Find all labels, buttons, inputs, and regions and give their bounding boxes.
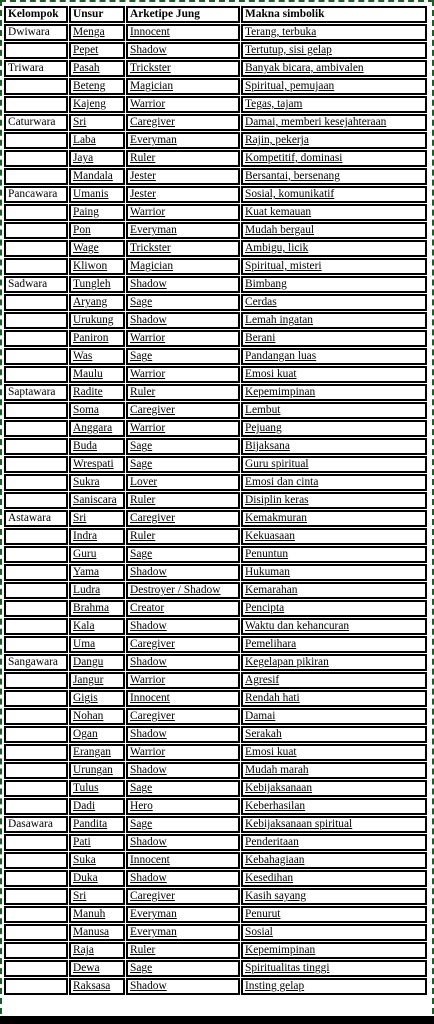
cell-arketipe: Everyman xyxy=(126,132,240,149)
cell-unsur: Raja xyxy=(69,942,125,959)
cell-kelompok xyxy=(4,726,68,743)
cell-kelompok xyxy=(4,132,68,149)
cell-makna: Emosi kuat xyxy=(241,366,427,383)
cell-arketipe: Sage xyxy=(126,546,240,563)
cell-kelompok: Sadwara xyxy=(4,276,68,293)
cell-unsur: Paniron xyxy=(69,330,125,347)
cell-unsur: Pasah xyxy=(69,60,125,77)
header-kelompok: Kelompok xyxy=(4,6,68,23)
cell-kelompok xyxy=(4,42,68,59)
cell-makna: Bimbang xyxy=(241,276,427,293)
cell-makna: Kepemimpinan xyxy=(241,384,427,401)
table-row xyxy=(4,672,427,689)
cell-kelompok xyxy=(4,420,68,437)
cell-unsur: Tulus xyxy=(69,780,125,797)
cell-unsur: Sukra xyxy=(69,474,125,491)
cell-arketipe: Jester xyxy=(126,168,240,185)
table-row xyxy=(4,636,427,653)
cell-arketipe: Warrior xyxy=(126,672,240,689)
table-row xyxy=(4,834,427,851)
cell-kelompok xyxy=(4,366,68,383)
table-row xyxy=(4,402,427,419)
table-row xyxy=(4,420,427,437)
cell-makna: Banyak bicara, ambivalen xyxy=(241,60,427,77)
cell-kelompok xyxy=(4,150,68,167)
cell-makna: Rajin, pekerja xyxy=(241,132,427,149)
cell-kelompok xyxy=(4,564,68,581)
cell-makna: Berani xyxy=(241,330,427,347)
table-row xyxy=(4,870,427,887)
table-row xyxy=(4,942,427,959)
table-row xyxy=(4,780,427,797)
table-row xyxy=(4,366,427,383)
cell-makna: Kepemimpinan xyxy=(241,942,427,959)
bottom-edge-bar xyxy=(0,1016,434,1024)
table-row xyxy=(4,186,427,203)
cell-unsur: Pepet xyxy=(69,42,125,59)
cell-unsur: Indra xyxy=(69,528,125,545)
cell-makna: Emosi kuat xyxy=(241,744,427,761)
cell-makna: Serakah xyxy=(241,726,427,743)
cell-makna: Tertutup, sisi gelap xyxy=(241,42,427,59)
cell-unsur: Yama xyxy=(69,564,125,581)
cell-kelompok xyxy=(4,456,68,473)
cell-unsur: Wage xyxy=(69,240,125,257)
cell-kelompok xyxy=(4,960,68,977)
cell-arketipe: Shadow xyxy=(126,618,240,635)
cell-makna: Pandangan luas xyxy=(241,348,427,365)
table-row xyxy=(4,330,427,347)
table-row xyxy=(4,150,427,167)
cell-makna: Waktu dan kehancuran xyxy=(241,618,427,635)
table-row xyxy=(4,114,427,131)
cell-kelompok xyxy=(4,240,68,257)
cell-kelompok: Saptawara xyxy=(4,384,68,401)
cell-kelompok: Astawara xyxy=(4,510,68,527)
header-arketipe-jung: Arketipe Jung xyxy=(126,6,240,23)
cell-arketipe: Caregiver xyxy=(126,114,240,131)
cell-arketipe: Warrior xyxy=(126,330,240,347)
cell-unsur: Laba xyxy=(69,132,125,149)
cell-unsur: Ogan xyxy=(69,726,125,743)
cell-kelompok xyxy=(4,690,68,707)
table-row xyxy=(4,132,427,149)
table-row xyxy=(4,24,427,41)
table-row xyxy=(4,546,427,563)
cell-arketipe: Ruler xyxy=(126,150,240,167)
cell-arketipe: Caregiver xyxy=(126,510,240,527)
cell-unsur: Raksasa xyxy=(69,978,125,995)
cell-unsur: Kliwon xyxy=(69,258,125,275)
cell-makna: Kegelapan pikiran xyxy=(241,654,427,671)
table-header-row xyxy=(4,6,427,23)
cell-arketipe: Warrior xyxy=(126,420,240,437)
table-row xyxy=(4,600,427,617)
cell-unsur: Sri xyxy=(69,510,125,527)
cell-kelompok xyxy=(4,546,68,563)
table-row xyxy=(4,888,427,905)
cell-kelompok xyxy=(4,672,68,689)
cell-unsur: Manusa xyxy=(69,924,125,941)
table-row xyxy=(4,852,427,869)
cell-unsur: Sri xyxy=(69,114,125,131)
cell-unsur: Nohan xyxy=(69,708,125,725)
table-row xyxy=(4,294,427,311)
cell-arketipe: Shadow xyxy=(126,834,240,851)
cell-makna: Penuntun xyxy=(241,546,427,563)
cell-makna: Kebijaksanaan xyxy=(241,780,427,797)
cell-unsur: Tungleh xyxy=(69,276,125,293)
cell-unsur: Kajeng xyxy=(69,96,125,113)
cell-unsur: Saniscara xyxy=(69,492,125,509)
cell-kelompok xyxy=(4,204,68,221)
table-row xyxy=(4,312,427,329)
cell-makna: Cerdas xyxy=(241,294,427,311)
cell-unsur: Dadi xyxy=(69,798,125,815)
table-row xyxy=(4,492,427,509)
table-row xyxy=(4,978,427,995)
cell-makna: Spiritual, misteri xyxy=(241,258,427,275)
cell-unsur: Buda xyxy=(69,438,125,455)
table-row xyxy=(4,222,427,239)
cell-unsur: Jangur xyxy=(69,672,125,689)
header-makna-simbolik: Makna simbolik xyxy=(241,6,427,23)
cell-arketipe: Shadow xyxy=(126,978,240,995)
table-row xyxy=(4,456,427,473)
cell-unsur: Brahma xyxy=(69,600,125,617)
cell-makna: Penderitaan xyxy=(241,834,427,851)
cell-makna: Pencipta xyxy=(241,600,427,617)
cell-kelompok xyxy=(4,582,68,599)
cell-arketipe: Shadow xyxy=(126,762,240,779)
cell-makna: Tegas, tajam xyxy=(241,96,427,113)
cell-makna: Agresif xyxy=(241,672,427,689)
table-row xyxy=(4,384,427,401)
cell-kelompok: Pancawara xyxy=(4,186,68,203)
cell-makna: Kebijaksanaan spiritual xyxy=(241,816,427,833)
table-row xyxy=(4,348,427,365)
table-row xyxy=(4,528,427,545)
table-row xyxy=(4,762,427,779)
cell-kelompok xyxy=(4,402,68,419)
cell-arketipe: Sage xyxy=(126,816,240,833)
cell-arketipe: Warrior xyxy=(126,366,240,383)
cell-kelompok xyxy=(4,168,68,185)
cell-arketipe: Ruler xyxy=(126,942,240,959)
cell-unsur: Erangan xyxy=(69,744,125,761)
table-row xyxy=(4,474,427,491)
cell-kelompok xyxy=(4,528,68,545)
cell-unsur: Guru xyxy=(69,546,125,563)
cell-kelompok xyxy=(4,618,68,635)
archetype-table xyxy=(3,5,428,996)
cell-makna: Emosi dan cinta xyxy=(241,474,427,491)
cell-kelompok xyxy=(4,330,68,347)
cell-arketipe: Trickster xyxy=(126,240,240,257)
cell-arketipe: Everyman xyxy=(126,906,240,923)
cell-arketipe: Ruler xyxy=(126,528,240,545)
cell-unsur: Aryang xyxy=(69,294,125,311)
cell-unsur: Anggara xyxy=(69,420,125,437)
cell-makna: Pejuang xyxy=(241,420,427,437)
cell-makna: Disiplin keras xyxy=(241,492,427,509)
cell-kelompok: Sangawara xyxy=(4,654,68,671)
cell-kelompok xyxy=(4,258,68,275)
cell-unsur: Radite xyxy=(69,384,125,401)
cell-arketipe: Sage xyxy=(126,456,240,473)
table-row xyxy=(4,654,427,671)
cell-kelompok xyxy=(4,762,68,779)
cell-arketipe: Caregiver xyxy=(126,708,240,725)
cell-makna: Mudah bergaul xyxy=(241,222,427,239)
cell-arketipe: Innocent xyxy=(126,690,240,707)
header-unsur: Unsur xyxy=(69,6,125,23)
table-row xyxy=(4,582,427,599)
cell-arketipe: Warrior xyxy=(126,204,240,221)
cell-unsur: Urungan xyxy=(69,762,125,779)
table-row xyxy=(4,906,427,923)
table-row xyxy=(4,744,427,761)
cell-unsur: Duka xyxy=(69,870,125,887)
cell-arketipe: Innocent xyxy=(126,24,240,41)
cell-makna: Insting gelap xyxy=(241,978,427,995)
cell-arketipe: Hero xyxy=(126,798,240,815)
cell-arketipe: Shadow xyxy=(126,276,240,293)
cell-makna: Sosial xyxy=(241,924,427,941)
cell-unsur: Menga xyxy=(69,24,125,41)
cell-unsur: Dangu xyxy=(69,654,125,671)
cell-makna: Spiritualitas tinggi xyxy=(241,960,427,977)
cell-makna: Ambigu, licik xyxy=(241,240,427,257)
cell-kelompok xyxy=(4,474,68,491)
cell-arketipe: Magician xyxy=(126,78,240,95)
cell-makna: Terang, terbuka xyxy=(241,24,427,41)
table-row xyxy=(4,258,427,275)
table-row xyxy=(4,78,427,95)
cell-makna: Penurut xyxy=(241,906,427,923)
cell-arketipe: Ruler xyxy=(126,384,240,401)
cell-unsur: Paing xyxy=(69,204,125,221)
table-body xyxy=(4,24,427,995)
cell-makna: Pemelihara xyxy=(241,636,427,653)
table-row xyxy=(4,96,427,113)
cell-kelompok xyxy=(4,222,68,239)
cell-makna: Kemakmuran xyxy=(241,510,427,527)
cell-kelompok xyxy=(4,906,68,923)
cell-kelompok xyxy=(4,852,68,869)
cell-makna: Kebahagiaan xyxy=(241,852,427,869)
cell-kelompok xyxy=(4,942,68,959)
cell-kelompok xyxy=(4,78,68,95)
cell-arketipe: Shadow xyxy=(126,870,240,887)
cell-arketipe: Warrior xyxy=(126,744,240,761)
cell-kelompok xyxy=(4,924,68,941)
cell-arketipe: Everyman xyxy=(126,924,240,941)
cell-arketipe: Shadow xyxy=(126,312,240,329)
cell-unsur: Maulu xyxy=(69,366,125,383)
cell-arketipe: Jester xyxy=(126,186,240,203)
cell-arketipe: Caregiver xyxy=(126,402,240,419)
table-row xyxy=(4,726,427,743)
table-row xyxy=(4,816,427,833)
cell-kelompok xyxy=(4,600,68,617)
table-row xyxy=(4,240,427,257)
cell-makna: Kesedihan xyxy=(241,870,427,887)
table-row xyxy=(4,618,427,635)
cell-kelompok xyxy=(4,348,68,365)
cell-unsur: Beteng xyxy=(69,78,125,95)
cell-arketipe: Shadow xyxy=(126,726,240,743)
cell-unsur: Suka xyxy=(69,852,125,869)
table-row xyxy=(4,924,427,941)
cell-arketipe: Shadow xyxy=(126,654,240,671)
cell-arketipe: Caregiver xyxy=(126,636,240,653)
cell-makna: Kompetitif, dominasi xyxy=(241,150,427,167)
cell-kelompok xyxy=(4,744,68,761)
cell-unsur: Manuh xyxy=(69,906,125,923)
cell-arketipe: Everyman xyxy=(126,222,240,239)
cell-kelompok: Dasawara xyxy=(4,816,68,833)
cell-makna: Lembut xyxy=(241,402,427,419)
cell-unsur: Uma xyxy=(69,636,125,653)
cell-makna: Damai, memberi kesejahteraan xyxy=(241,114,427,131)
cell-unsur: Mandala xyxy=(69,168,125,185)
cell-arketipe: Ruler xyxy=(126,492,240,509)
cell-unsur: Pandita xyxy=(69,816,125,833)
cell-unsur: Soma xyxy=(69,402,125,419)
cell-arketipe: Lover xyxy=(126,474,240,491)
cell-kelompok xyxy=(4,96,68,113)
cell-arketipe: Destroyer / Shadow xyxy=(126,582,240,599)
table-row xyxy=(4,42,427,59)
cell-kelompok xyxy=(4,870,68,887)
cell-kelompok xyxy=(4,636,68,653)
cell-unsur: Urukung xyxy=(69,312,125,329)
cell-kelompok: Caturwara xyxy=(4,114,68,131)
cell-unsur: Dewa xyxy=(69,960,125,977)
table-row xyxy=(4,204,427,221)
cell-unsur: Jaya xyxy=(69,150,125,167)
cell-arketipe: Sage xyxy=(126,780,240,797)
cell-arketipe: Sage xyxy=(126,960,240,977)
cell-arketipe: Magician xyxy=(126,258,240,275)
cell-unsur: Sri xyxy=(69,888,125,905)
table-row xyxy=(4,60,427,77)
cell-makna: Bersantai, bersenang xyxy=(241,168,427,185)
cell-arketipe: Trickster xyxy=(126,60,240,77)
cell-unsur: Wrespati xyxy=(69,456,125,473)
cell-unsur: Umanis xyxy=(69,186,125,203)
cell-kelompok xyxy=(4,888,68,905)
cell-makna: Kuat kemauan xyxy=(241,204,427,221)
cell-makna: Bijaksana xyxy=(241,438,427,455)
cell-makna: Guru spiritual xyxy=(241,456,427,473)
cell-makna: Rendah hati xyxy=(241,690,427,707)
cell-arketipe: Shadow xyxy=(126,564,240,581)
cell-makna: Sosial, komunikatif xyxy=(241,186,427,203)
table-row xyxy=(4,960,427,977)
cell-arketipe: Innocent xyxy=(126,852,240,869)
cell-kelompok xyxy=(4,438,68,455)
cell-makna: Hukuman xyxy=(241,564,427,581)
cell-unsur: Gigis xyxy=(69,690,125,707)
cell-unsur: Pati xyxy=(69,834,125,851)
cell-kelompok xyxy=(4,492,68,509)
cell-unsur: Pon xyxy=(69,222,125,239)
cell-makna: Kekuasaan xyxy=(241,528,427,545)
cell-unsur: Was xyxy=(69,348,125,365)
cell-unsur: Kala xyxy=(69,618,125,635)
cell-kelompok xyxy=(4,798,68,815)
cell-makna: Keberhasilan xyxy=(241,798,427,815)
cell-kelompok xyxy=(4,294,68,311)
cell-kelompok: Triwara xyxy=(4,60,68,77)
cell-makna: Kasih sayang xyxy=(241,888,427,905)
cell-arketipe: Warrior xyxy=(126,96,240,113)
cell-makna: Spiritual, pemujaan xyxy=(241,78,427,95)
table-row xyxy=(4,708,427,725)
cell-arketipe: Sage xyxy=(126,348,240,365)
cell-makna: Mudah marah xyxy=(241,762,427,779)
table-row xyxy=(4,510,427,527)
table-row xyxy=(4,690,427,707)
table-row xyxy=(4,276,427,293)
cell-arketipe: Sage xyxy=(126,438,240,455)
cell-arketipe: Sage xyxy=(126,294,240,311)
cell-kelompok: Dwiwara xyxy=(4,24,68,41)
table-row xyxy=(4,168,427,185)
cell-arketipe: Shadow xyxy=(126,42,240,59)
cell-kelompok xyxy=(4,312,68,329)
cell-makna: Lemah ingatan xyxy=(241,312,427,329)
cell-makna: Damai xyxy=(241,708,427,725)
cell-arketipe: Caregiver xyxy=(126,888,240,905)
table-row xyxy=(4,798,427,815)
cell-makna: Kemarahan xyxy=(241,582,427,599)
cell-kelompok xyxy=(4,834,68,851)
table-row xyxy=(4,438,427,455)
cell-arketipe: Creator xyxy=(126,600,240,617)
cell-kelompok xyxy=(4,780,68,797)
cell-unsur: Ludra xyxy=(69,582,125,599)
cell-kelompok xyxy=(4,708,68,725)
table-row xyxy=(4,564,427,581)
cell-kelompok xyxy=(4,978,68,995)
